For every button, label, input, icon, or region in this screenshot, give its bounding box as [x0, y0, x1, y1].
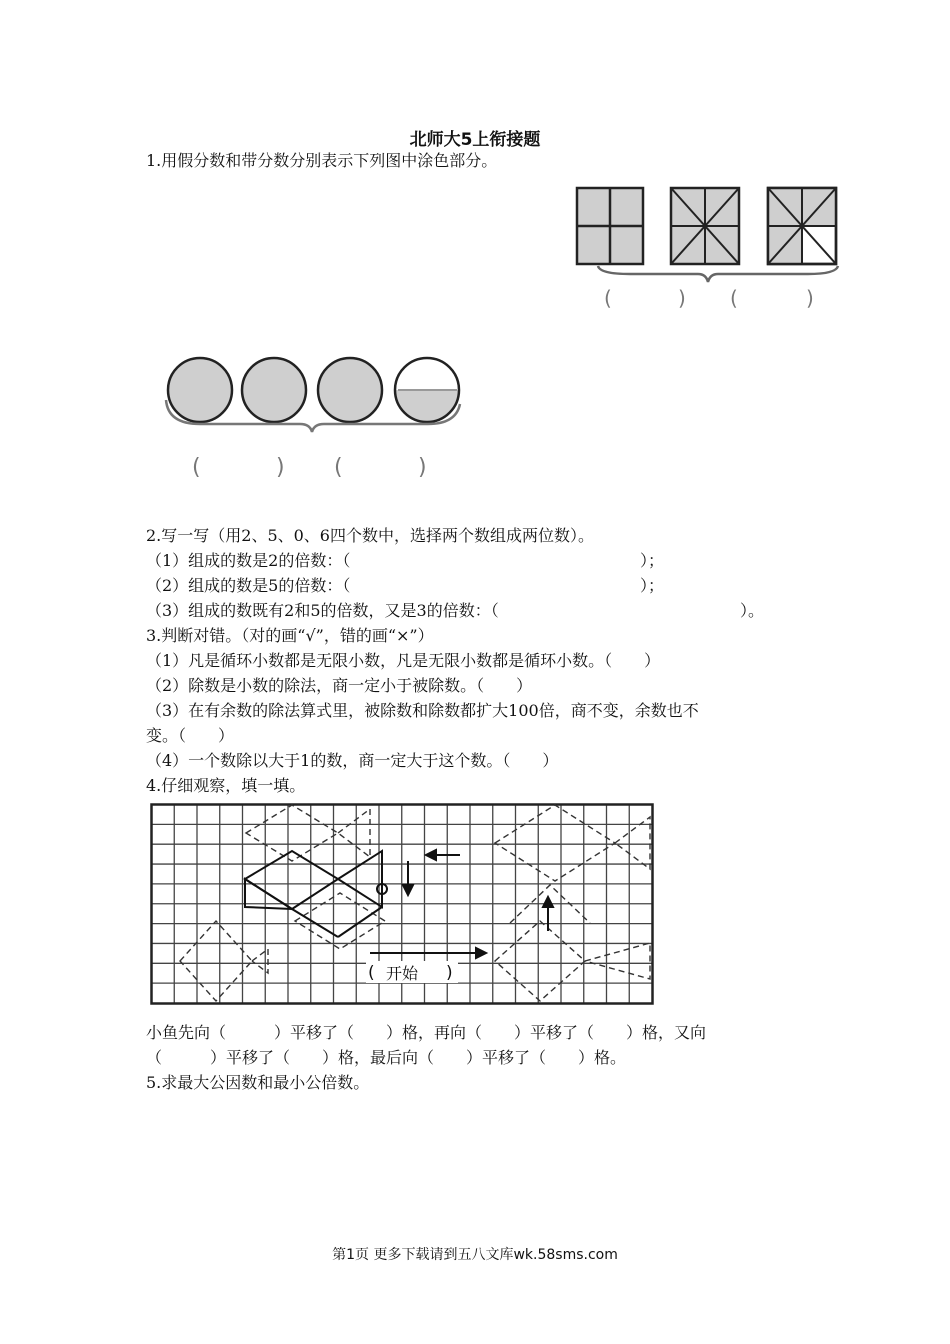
q2-prompt: 2.写一写（用2、5、0、6四个数中，选择两个数组成两位数）。 — [146, 526, 594, 545]
square-3 — [768, 188, 836, 264]
q4-answer-line-2: （ ）平移了（ ）格，最后向（ ）平移了（ ）格。 — [146, 1048, 627, 1067]
paren-close-2: ) — [806, 286, 814, 310]
circle-3 — [318, 358, 382, 422]
q2-item-3-close: ）。 — [740, 601, 765, 620]
circle-1 — [168, 358, 232, 422]
q3-item-3-cont: 变。（ ） — [146, 726, 235, 745]
squares-figure — [570, 182, 850, 317]
q5-prompt: 5.求最大公因数和最小公倍数。 — [146, 1073, 370, 1092]
circle-2 — [242, 358, 306, 422]
square-2 — [671, 188, 739, 264]
q3-prompt: 3.判断对错。（对的画“√”，错的画“×”） — [146, 626, 434, 645]
square-1 — [577, 188, 643, 264]
q2-item-2-prefix: （2）组成的数是5的倍数：（ — [146, 576, 351, 595]
q3-item-1: （1）凡是循环小数都是无限小数，凡是无限小数都是循环小数。（ ） — [146, 651, 661, 670]
paren-open-1: ( — [604, 286, 612, 310]
page-footer: 第1页 更多下载请到五八文库wk.58sms.com — [332, 1247, 618, 1263]
fish-grid-figure — [150, 803, 655, 1006]
page-title: 北师大5上衔接题 — [409, 130, 541, 150]
q1-prompt: 1.用假分数和带分数分别表示下列图中涂色部分。 — [146, 151, 498, 170]
q2-item-2 — [146, 575, 350, 597]
paren-close-4: ) — [418, 455, 427, 480]
q4-prompt: 4.仔细观察，填一填。 — [146, 776, 306, 795]
q3-item-2: （2）除数是小数的除法，商一定小于被除数。（ ） — [146, 676, 533, 695]
paren-open-3: ( — [192, 455, 201, 480]
q3-item-4: （4）一个数除以大于1的数，商一定大于这个数。（ ） — [146, 751, 559, 770]
q3-item-3: （3）在有余数的除法算式里，被除数和除数都扩大100倍，商不变，余数也不 — [146, 701, 699, 720]
paren-open-4: ( — [334, 455, 343, 480]
start-paren-open: ( — [368, 963, 375, 983]
q2-item-1-close: ）； — [640, 551, 665, 570]
q2-item-3 — [146, 600, 499, 622]
q2-item-2-close: ）； — [640, 576, 665, 595]
start-paren-close: ) — [446, 963, 453, 983]
q2-item-1-prefix: （1）组成的数是2的倍数：（ — [146, 551, 351, 570]
q2-item-3-prefix: （3）组成的数既有2和5的倍数，又是3的倍数：（ — [146, 601, 499, 620]
brace — [598, 266, 838, 282]
paren-close-1: ) — [678, 286, 686, 310]
circles-figure — [160, 352, 470, 487]
paren-open-2: ( — [730, 286, 738, 310]
q4-answer-line-1: 小鱼先向（ ）平移了（ ）格，再向（ ）平移了（ ）格，又向 — [146, 1023, 707, 1042]
circle-4 — [395, 358, 459, 422]
q2-item-1 — [146, 550, 350, 572]
start-label: 开始 — [386, 964, 419, 983]
paren-close-3: ) — [276, 455, 285, 480]
